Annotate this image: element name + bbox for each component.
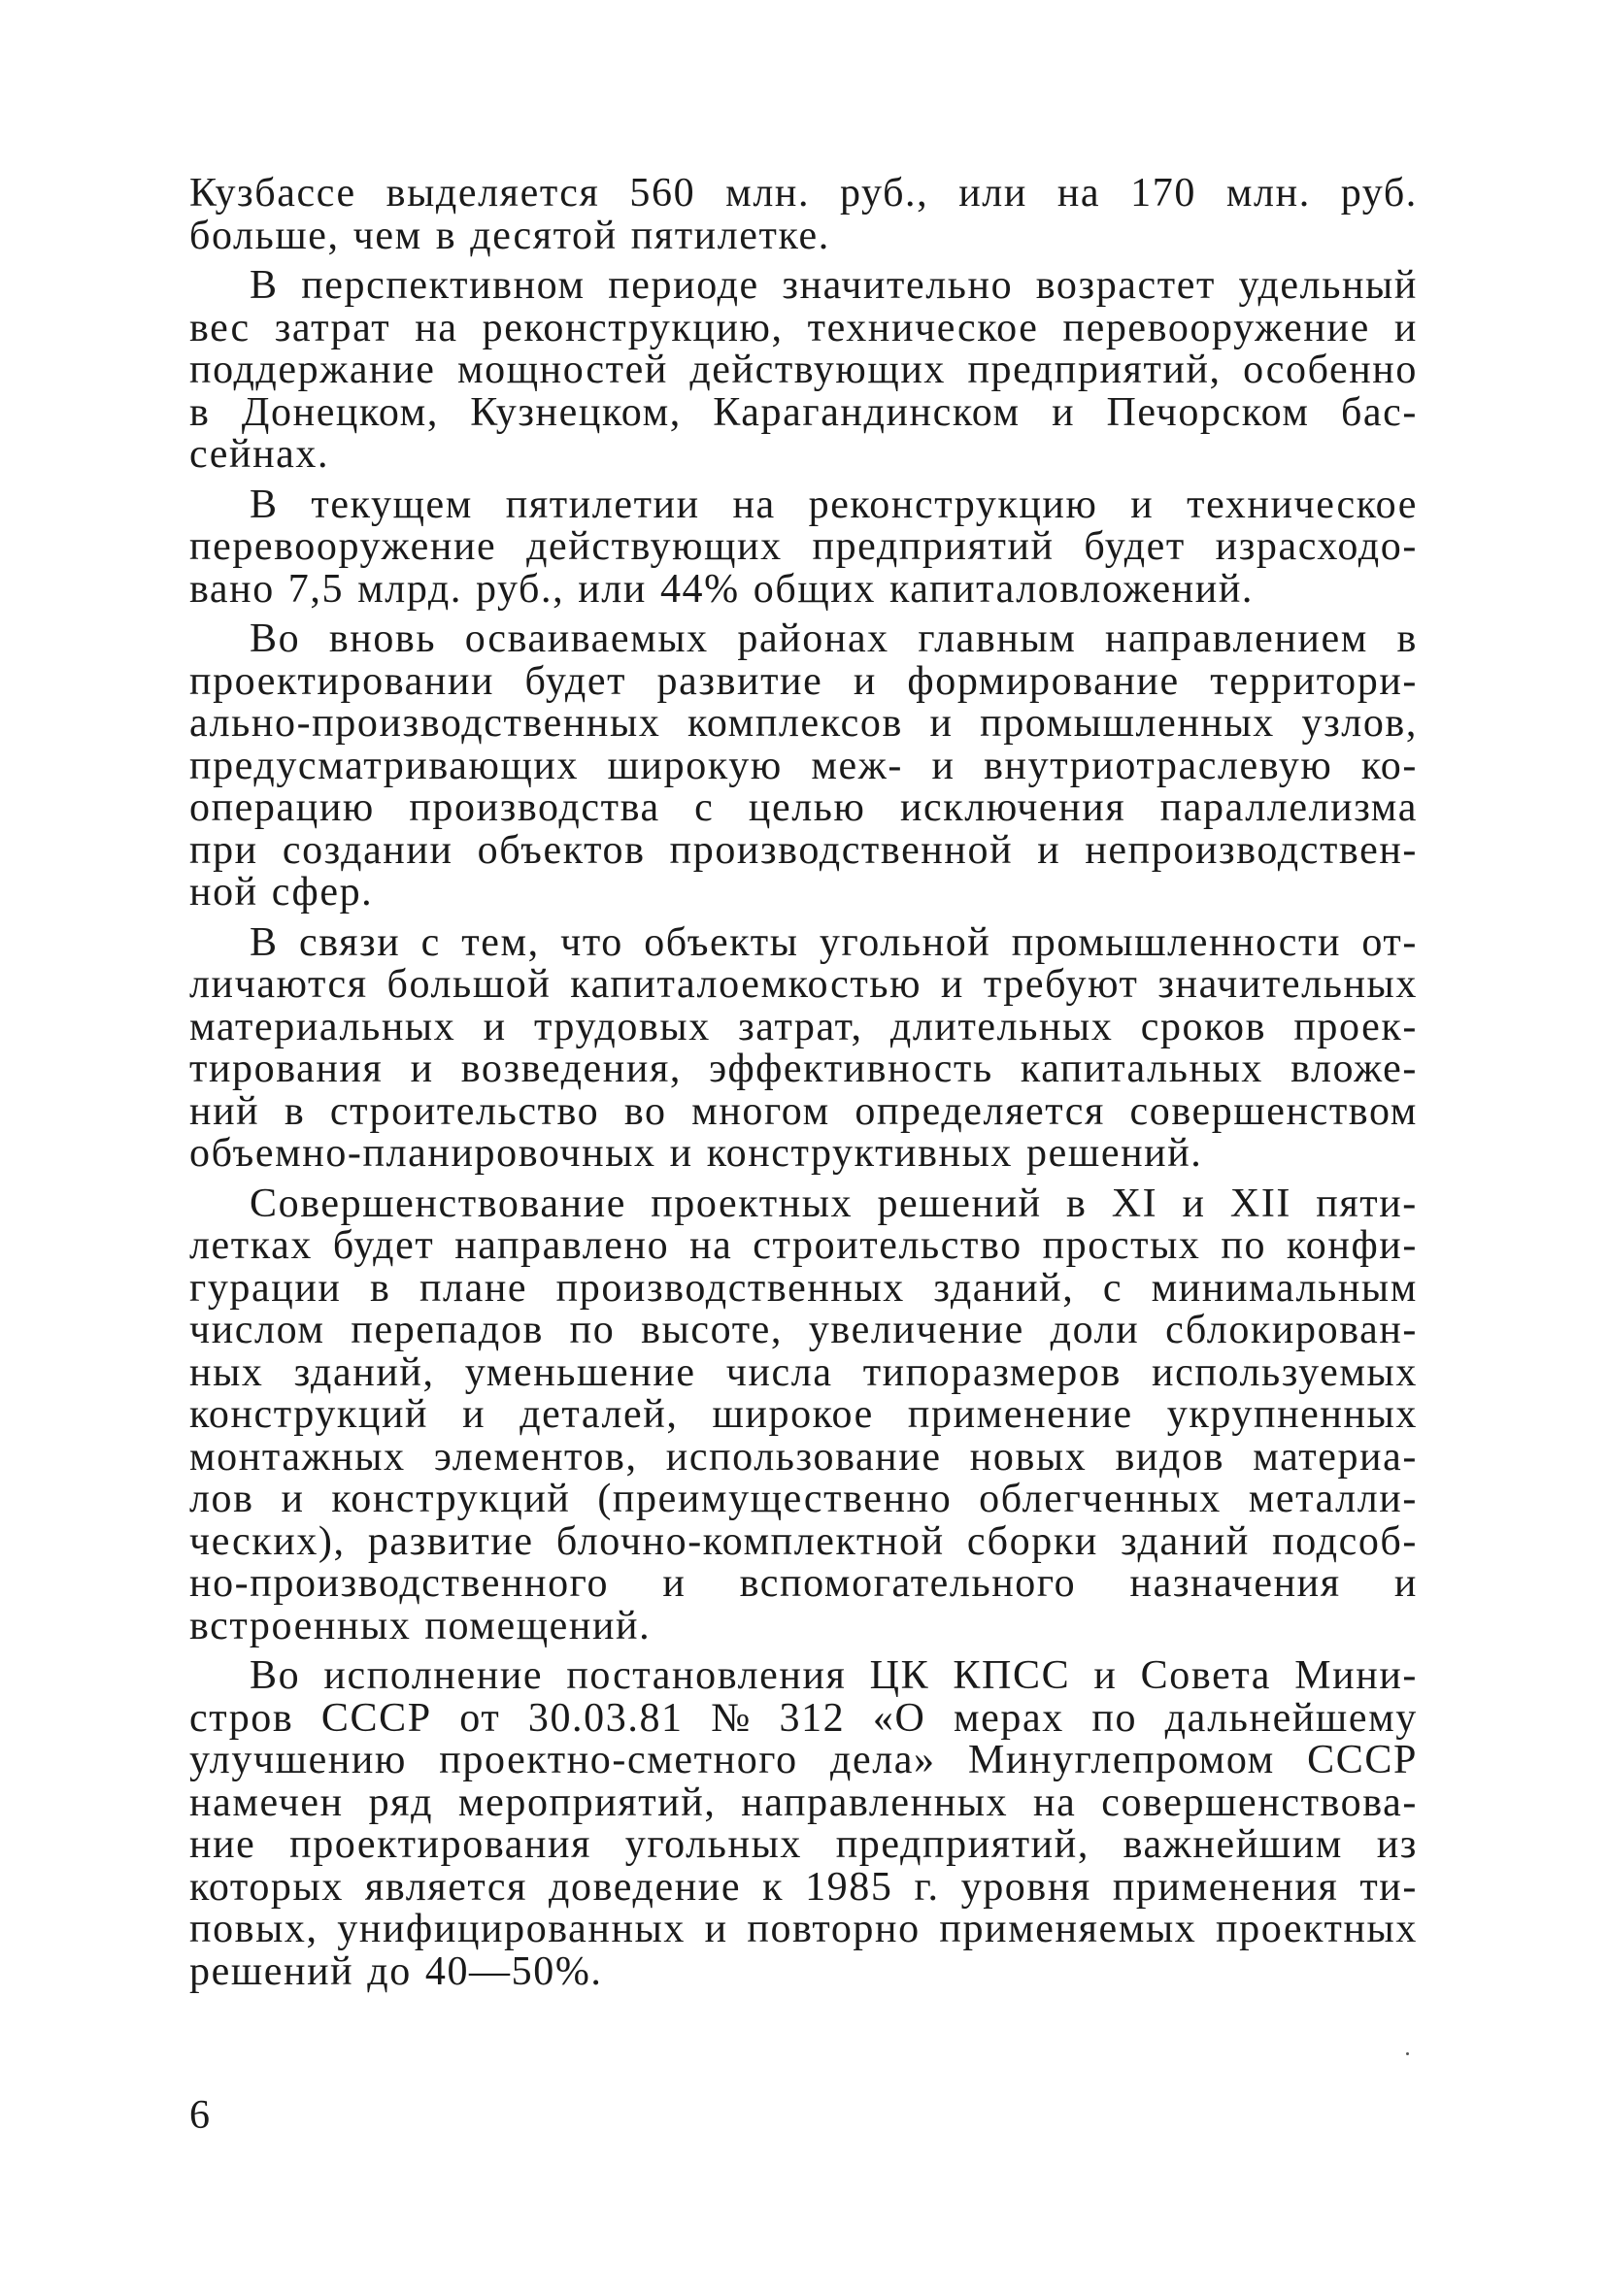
paragraph bbox=[189, 618, 1418, 915]
print-speck bbox=[1406, 2052, 1409, 2055]
text-line: намечен ряд мероприятий, направленных на совершенствова- bbox=[189, 1780, 1418, 1825]
text-line: Во исполнение постановления ЦК КПСС и Совета Мини- bbox=[250, 1653, 1418, 1698]
paragraph bbox=[189, 919, 1418, 1176]
text-line: В текущем пятилетии на реконструкцию и техническое bbox=[250, 482, 1418, 527]
text-line: личаются большой капиталоемкостью и требуют значительных bbox=[189, 962, 1418, 1007]
text-line: конструкций и деталей, широкое применение укрупненных bbox=[189, 1392, 1418, 1437]
text-line: гурации в плане производственных зданий, с минимальным bbox=[189, 1265, 1418, 1311]
text-line: поддержание мощностей действующих предприятий, особенно bbox=[189, 348, 1418, 392]
page-number: 6 bbox=[189, 2093, 210, 2138]
paragraph bbox=[189, 1655, 1418, 1993]
text-line: стров СССР от 30.03.81 № 312 «О мерах по дальнейшему bbox=[189, 1695, 1418, 1741]
text-line: повых, унифицированных и повторно применяемых проектных bbox=[189, 1907, 1418, 1951]
text-line: материальных и трудовых затрат, длительных сроков проек- bbox=[189, 1004, 1418, 1049]
text-line: тирования и возведения, эффективность капитальных вложе- bbox=[189, 1047, 1418, 1091]
text-line: монтажных элементов, использование новых видов материа- bbox=[189, 1434, 1418, 1480]
text-line: сейнах. bbox=[189, 432, 330, 477]
text-line: ной сфер. bbox=[189, 870, 374, 915]
text-line: ческих), развитие блочно-комплектной сборки зданий подсоб- bbox=[189, 1518, 1418, 1564]
text-line: лов и конструкций (преимущественно облегченных металли- bbox=[189, 1477, 1418, 1521]
paragraph bbox=[189, 173, 1418, 257]
text-line: улучшению проектно-сметного дела» Минуглепромом СССР bbox=[189, 1738, 1418, 1782]
text-line: но-производственного и вспомогательного назначения и bbox=[189, 1561, 1418, 1606]
text-line: решений до 40—50%. bbox=[189, 1948, 603, 1994]
text-line: объемно-планировочных и конструктивных решений. bbox=[189, 1131, 1203, 1176]
text-line: операцию производства с целью исключения параллелизма bbox=[189, 785, 1418, 830]
text-line: летках будет направлено на строительство простых по конфи- bbox=[189, 1223, 1418, 1268]
paragraph bbox=[189, 484, 1418, 612]
text-line: проектировании будет развитие и формирование территори- bbox=[189, 658, 1418, 704]
text-line: больше, чем в десятой пятилетке. bbox=[189, 213, 830, 258]
text-line: ально-производственных комплексов и промышленных узлов, bbox=[189, 701, 1418, 746]
text-line: которых является доведение к 1985 г. уровня применения ти- bbox=[189, 1864, 1418, 1910]
text-line: перевооружение действующих предприятий будет израсходо- bbox=[189, 524, 1418, 569]
text-line: числом перепадов по высоте, увеличение доли сблокирован- bbox=[189, 1308, 1418, 1352]
text-line: ний в строительство во многом определяется совершенством bbox=[189, 1088, 1418, 1134]
text-line: В перспективном периоде значительно возрастет удельный bbox=[250, 263, 1418, 308]
text-line: В связи с тем, что объекты угольной промышленности от- bbox=[250, 919, 1418, 965]
text-line: Совершенствование проектных решений в XI и XII пяти- bbox=[250, 1181, 1418, 1226]
paragraph bbox=[189, 265, 1418, 477]
text-line: предусматривающих широкую меж- и внутриотраслевую ко- bbox=[189, 743, 1418, 788]
text-line: в Донецком, Кузнецком, Карагандинском и Печорском бас- bbox=[189, 389, 1418, 435]
text-line: Во вновь осваиваемых районах главным направлением в bbox=[250, 616, 1418, 661]
text-line: ние проектирования угольных предприятий, важнейшим из bbox=[189, 1822, 1418, 1867]
text-line: Кузбассе выделяется 560 млн. руб., или на 170 млн. руб. bbox=[189, 171, 1418, 216]
text-line: вано 7,5 млрд. руб., или 44% общих капиталовложений. bbox=[189, 566, 1255, 612]
text-line: встроенных помещений. bbox=[189, 1603, 652, 1648]
text-line: при создании объектов производственной и непроизводствен- bbox=[189, 827, 1418, 873]
text-line: ных зданий, уменьшение числа типоразмеров используемых bbox=[189, 1349, 1418, 1395]
paragraph bbox=[189, 1183, 1418, 1648]
text-line: вес затрат на реконструкцию, техническое перевооружение и bbox=[189, 305, 1418, 350]
body-text bbox=[189, 173, 1418, 2001]
